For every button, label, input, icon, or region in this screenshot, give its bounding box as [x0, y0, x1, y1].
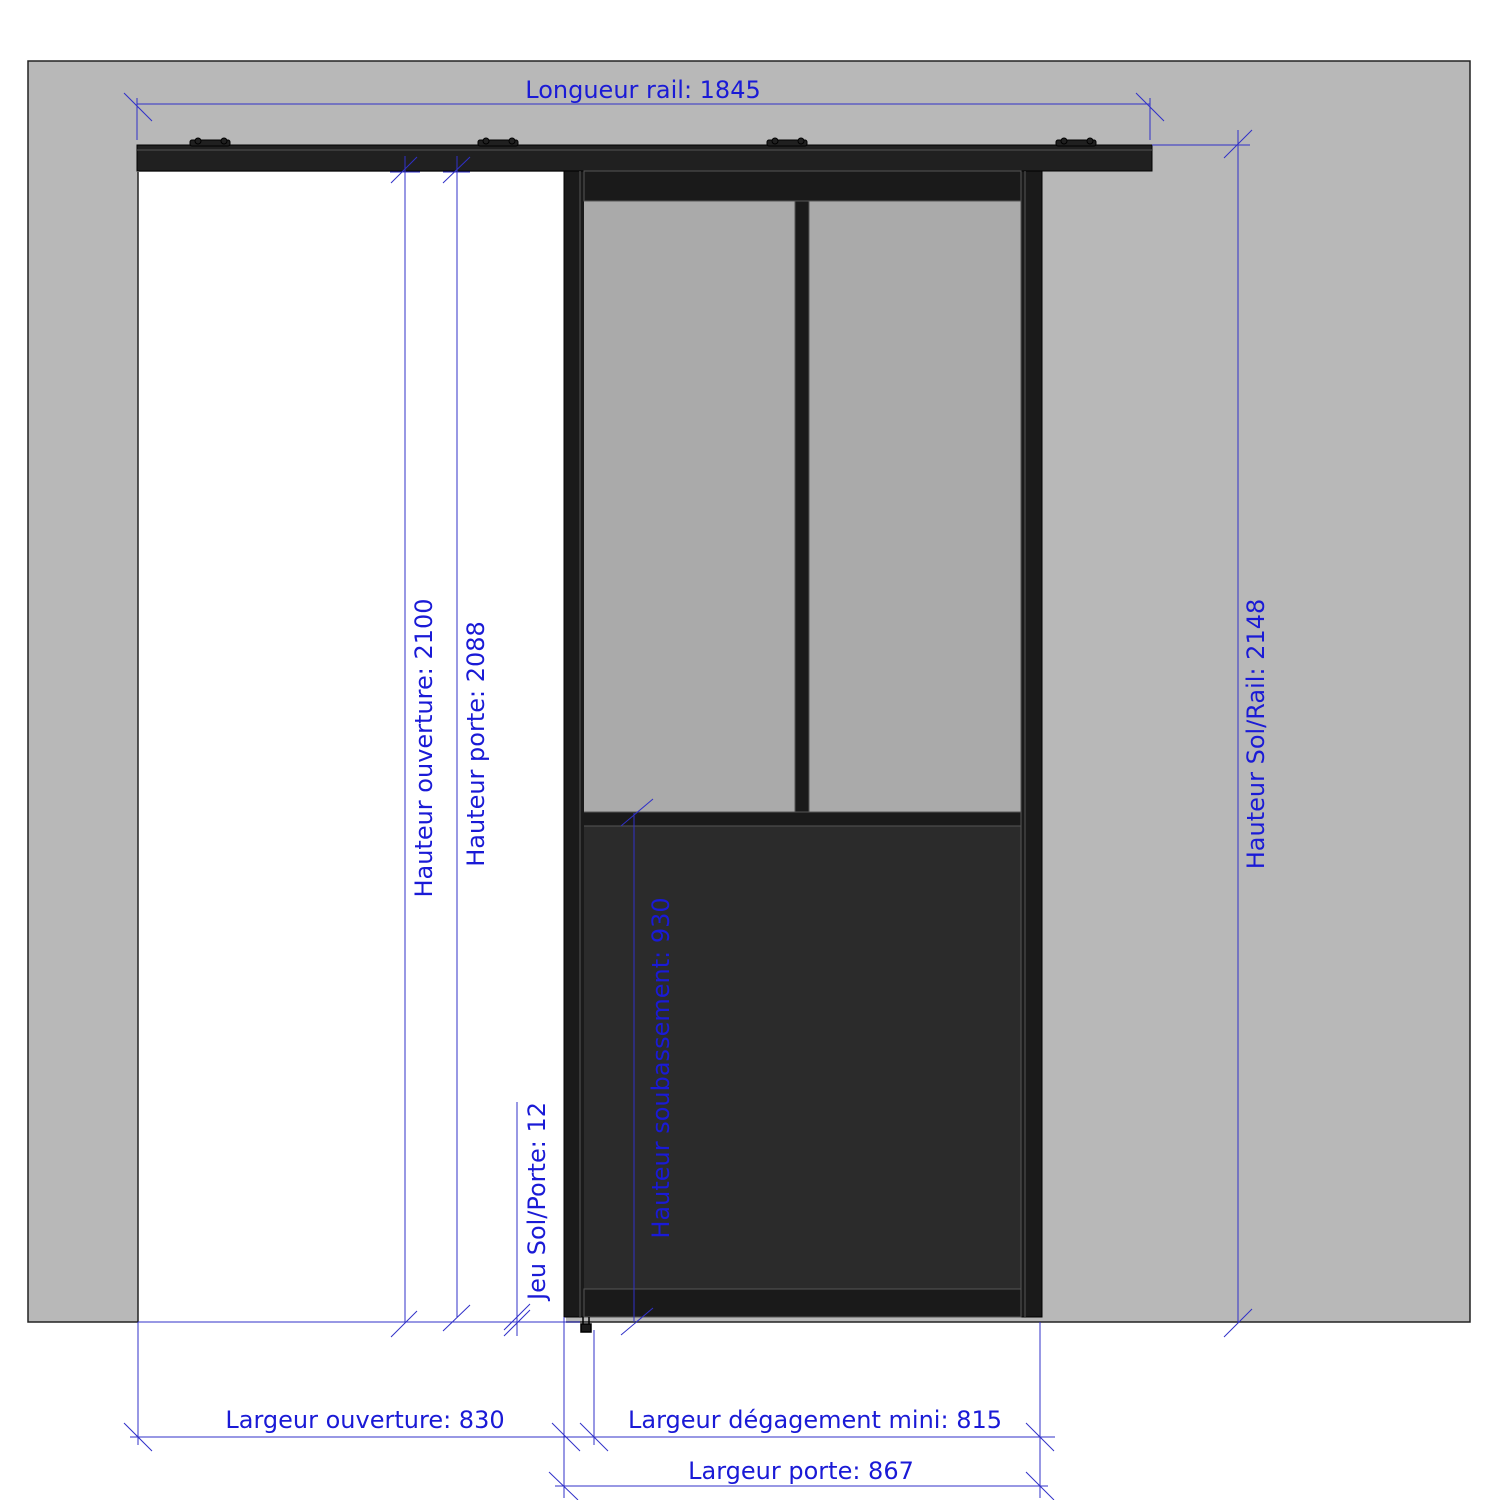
floor-gap-label: Jeu Sol/Porte: 12: [523, 1102, 551, 1300]
glass-pane-right: [809, 201, 1021, 812]
opening-height-label: Hauteur ouverture: 2100: [410, 598, 438, 898]
base-height-label: Hauteur soubassement: 930: [647, 897, 675, 1239]
rail-bar: [137, 145, 1152, 171]
floor-rail-height-label: Hauteur Sol/Rail: 2148: [1242, 598, 1270, 870]
rail-length-label: Longueur rail: 1845: [525, 76, 761, 104]
door-width-label: Largeur porte: 867: [688, 1457, 914, 1485]
clearance-width-label: Largeur dégagement mini: 815: [627, 1406, 1003, 1434]
wall-opening: [138, 172, 566, 1324]
opening-width-label: Largeur ouverture: 830: [225, 1406, 505, 1434]
door: [564, 171, 1042, 1332]
glass-pane-left: [584, 201, 795, 812]
door-height-label: Hauteur porte: 2088: [462, 621, 490, 867]
